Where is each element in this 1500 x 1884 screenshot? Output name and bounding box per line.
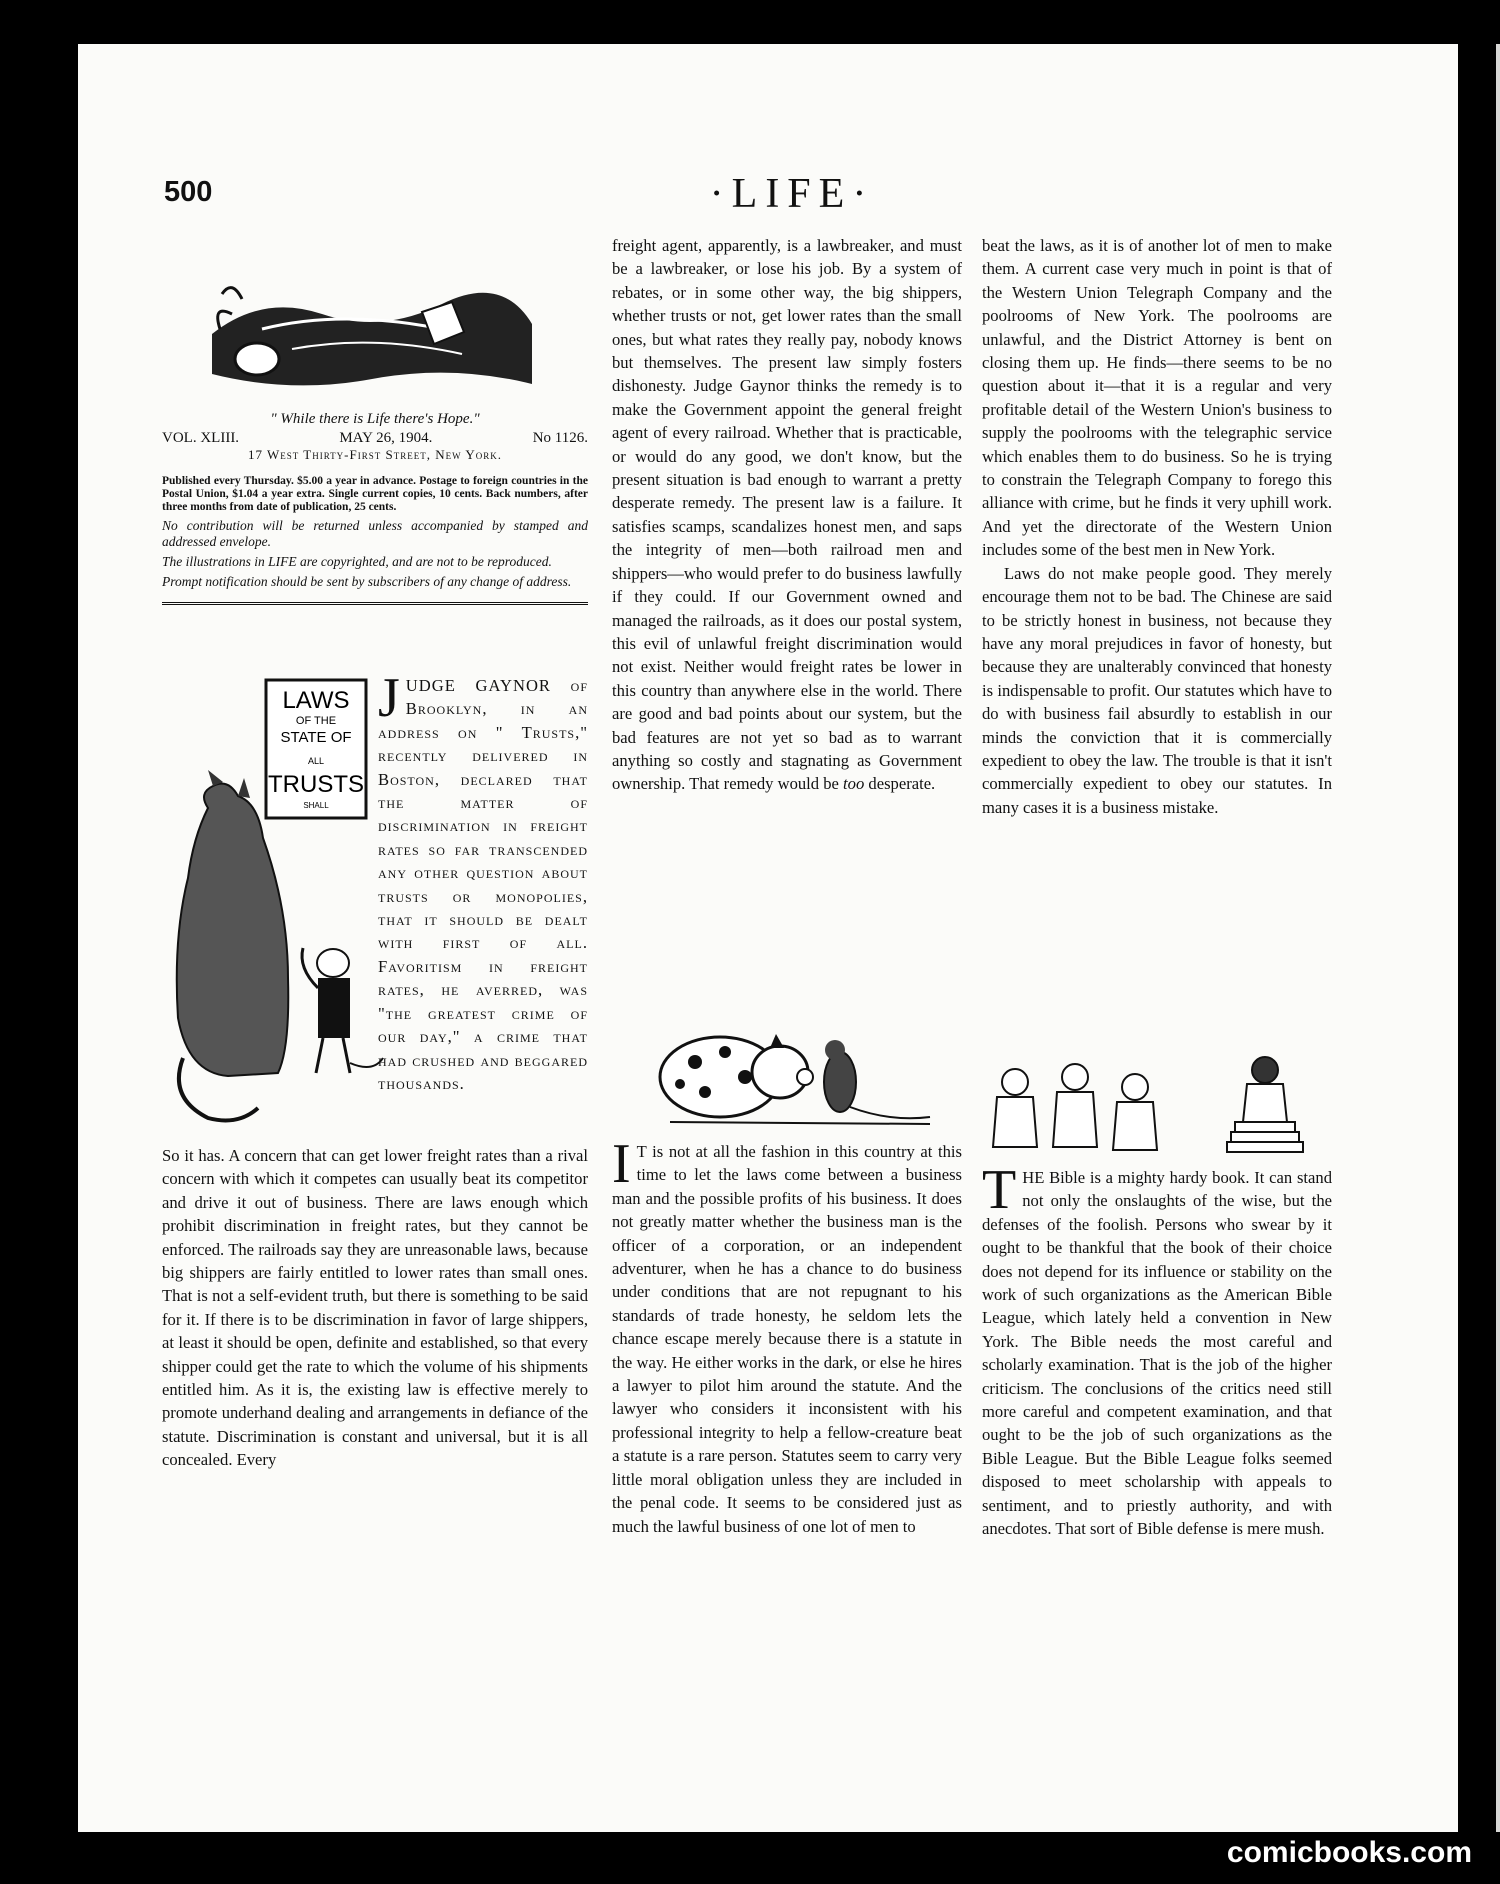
article-laws-continued: beat the laws, as it is of another lot of men to make them. A current case very much in point is that of the Western Union Telegraph Company and the poolrooms of New York. The poolrooms are unlawful, and the District Attorney is bent on closing them up. He finds—there seems to be no question about it—that it is a regular and very profitable detail of the Western Union's business to supply the poolrooms with the telegraphic service which enables them to do business. So he is trying to constrain the Telegraph Company to forego this alliance with crime, but he finds it very uphill work. And yet the directorate of the Western Union includes some of the best men in New York. — [982, 236, 1332, 560]
publisher-address: 17 West Thirty-First Street, New York. — [247, 447, 503, 462]
article-trusts-lead — [378, 667, 588, 1095]
sign-line-trusts: TRUSTS — [268, 771, 364, 798]
site-watermark: comicbooks.com — [1226, 1836, 1472, 1869]
facing-page-edge — [1496, 44, 1500, 1832]
seated-man-one — [993, 1069, 1037, 1147]
issue-number: No 1126. — [532, 430, 588, 446]
publication-info: Published every Thursday. $5.00 a year in advance. Postage to foreign countries in the Postal Union, $1.04 a year extra. Single current copies, 10 cents. Back numbers, after three months from date of publication, 25 cents. — [162, 475, 588, 513]
sign-line-of-the: OF THE — [295, 715, 337, 727]
cat-and-mouse-cartoon — [168, 678, 388, 1128]
volume-number: VOL. XLIII. — [162, 430, 240, 446]
seated-man-two — [1053, 1064, 1097, 1147]
seated-men-cartoon — [985, 1052, 1330, 1162]
sign-line-laws: LAWS — [282, 687, 350, 714]
article-trusts-continued-text: freight agent, apparently, is a lawbreaker, and must be a lawbreaker, or lose his job. By a system of rebates, or in some other way, the big shippers, whether trusts or not, get lower rates than the small ones, but what rates they really pay, nobody knows but themselves. The present law simply fosters dishonesty. Judge Gaynor thinks the remedy is to make the Government appoint the general freight agent of every railroad. Whether that is practicable, or would do any good, we don't know, but the present situation is bad enough to warrant a pretty desperate remedy. The present law is a failure. It satisfies scamps, scandalizes honest men, and saps the integrity of men—both railroad men and shippers—who would prefer to do business lawfully if they could. If our Government owned and managed the railroads, as it does our postal system, this evil of unlawful freight discrimination would not exist. Neither would freight rates be lower in this country than anywhere else in the world. There are good and bad points about our system, but the bad features are not yet so bad as to warrant anything so costly and stagnating as Government ownership. That remedy would be — [612, 236, 962, 794]
contribution-notice: No contribution will be returned unless accompanied by stamped and addressed envelope. — [162, 518, 588, 549]
sign-line-shall: SHALL — [303, 801, 329, 810]
masthead-title: ·LIFE· — [709, 171, 875, 217]
section-divider — [162, 602, 588, 605]
pig-and-rat-cartoon — [650, 1022, 940, 1132]
copyright-notice: The illustrations in LIFE are copyrighted, and are not to be reproduced. — [162, 554, 552, 569]
seated-man-three — [1113, 1074, 1157, 1150]
article-trusts-italic-word: too — [843, 774, 865, 794]
page-number: 500 — [164, 176, 213, 208]
article-laws — [612, 1133, 962, 1538]
issue-date: MAY 26, 1904. — [339, 430, 433, 446]
column-two — [612, 234, 962, 796]
subscriber-notice: Prompt notification should be sent by subscribers of any change of address. — [162, 574, 572, 589]
man-on-books — [1227, 1057, 1303, 1152]
article-laws-paragraph-two: Laws do not make people good. They merely encourage them not to be bad. The Chinese are said to be strictly honest in business, not because they have any moral prejudices in favor of honesty, but because they are unalterably convinced that honesty is indispensable to profit. Our statutes which have to do with business fail absurdly to establish in our minds the conviction that it is commercially expedient to obey the law. The trouble is that it isn't commercially expedient to obey our statutes. In many cases it is a business mistake. — [982, 563, 1332, 817]
article-bible-text: HE Bible is a mighty hardy book. It can stand not only the onslaughts of the wise, but the defenses of the foolish. Persons who swear by it ought to be thankful that the book of their choice does not depend for its influence or stability on the work of such organizations as the American Bible League, which lately held a convention in New York. The Bible needs the most careful and scholarly examination. That is the job of the higher criticism. The conclusions of the critics need still more careful and competent examination, and that ought to be the job of such organizations as the Bible League. But the Bible League folks seemed disposed to meet scholarship with appeals to sentiment, and to priestly authority, and with anecdotes. That sort of Bible defense is mere mush. — [982, 1168, 1332, 1539]
article-trusts-continued — [612, 234, 962, 796]
masthead-info-block — [162, 274, 588, 605]
article-laws-text: T is not at all the fashion in this country at this time to let the laws come between a business man and the possible profits of his business. It does not greatly matter whether the business man is the officer of a corporation, or an independent adventurer, when he has a chance to do business under conditions that are not repugnant to his standards of trade honesty, he seldom lets the chance escape merely because there is a statute in the way. He either works in the dark, or else he hires a lawyer to pilot him around the statute. And the lawyer who considers it inconsistent with his professional integrity to help a fellow-creature beat a statute is a rare person. Statutes seem to carry very little moral obligation unless they are included in the penal code. It seems to be considered just as much the lawful business of one lot of men to — [612, 1142, 962, 1536]
dropcap-i: I — [612, 1133, 631, 1195]
dropcap-t: T — [982, 1159, 1017, 1221]
sign-line-state-of: STATE OF — [280, 729, 352, 746]
masthead-illustration — [202, 274, 542, 400]
sign-line-all: ALL — [307, 756, 325, 766]
masthead-motto: " While there is Life there's Hope." — [270, 411, 480, 427]
article-bible — [982, 1159, 1332, 1541]
column-three — [982, 234, 1332, 819]
article-trusts-ending: desperate. — [864, 774, 936, 794]
article-trusts-body — [162, 1144, 588, 1472]
volume-line — [162, 430, 588, 447]
dropcap-j: J — [378, 667, 400, 729]
article-trusts-lead-text: UDGE GAYNOR of Brooklyn, in an address on " Trusts," recently delivered in Boston, declared that the matter of discrimination in freight rates so far transcended any other question about trusts or monopolies, that it should be dealt with first of all. Favoritism in freight rates, he averred, was "the greatest crime of our day," a crime that had crushed and beggared thousands. — [378, 676, 588, 1093]
article-trusts-paragraph: So it has. A concern that can get lower freight rates than a rival concern with which it competes can usually beat its competitor and drive it out of business. There are laws enough which prohibit discrimination in freight rates, but they cannot be enforced. The railroads say they are unreasonable laws, because big shippers are fairly entitled to lower rates than small ones. That is not a self-evident truth, but there is something to be said for it. If there is to be discrimination in favor of large shippers, at least it should be open, definite and established, so that every shipper could get the rate to which the volume of his shipments entitled him. As it is, the existing law is effective merely to promote underhand dealing and arrangements in defiance of the statute. Discrimination is constant and universal, but it is all concealed. Every — [162, 1146, 588, 1470]
